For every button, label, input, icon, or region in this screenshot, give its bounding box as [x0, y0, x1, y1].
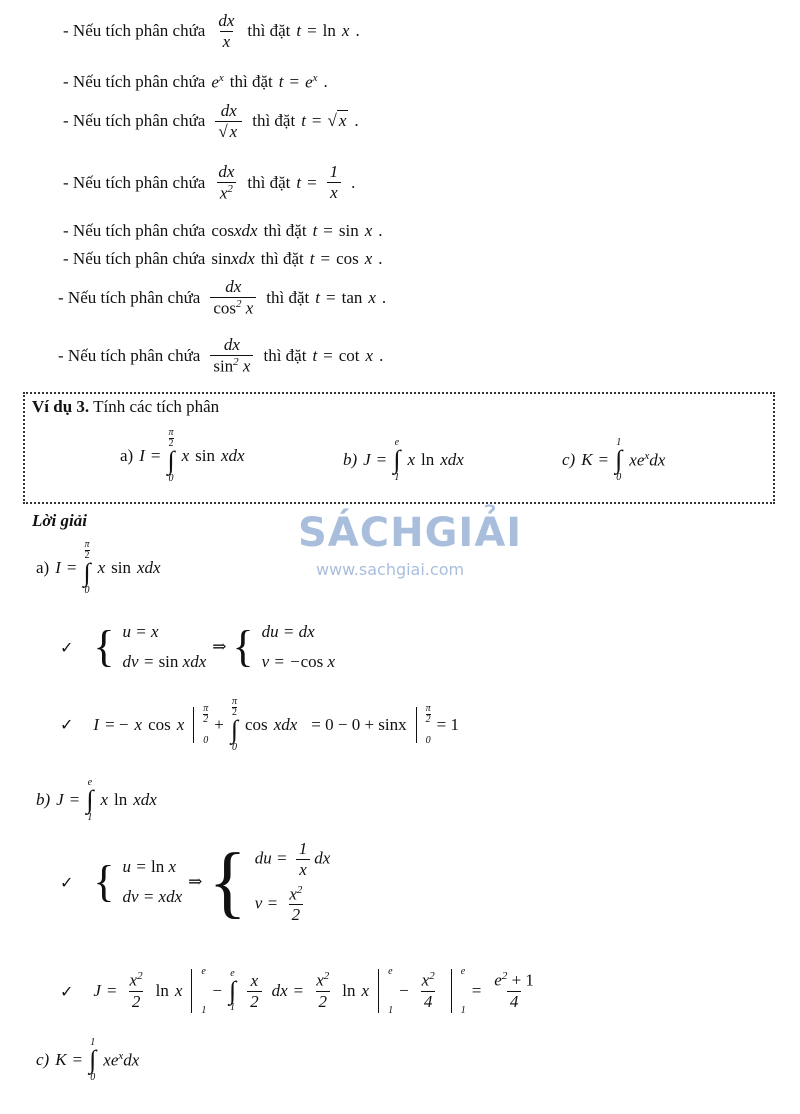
rule-prefix: - Nếu tích phân chứa [58, 287, 201, 307]
rule-line-8: - Nếu tích phân chứa $\frac{dx}{\sin^2 x}$ thì đặt t = cot x . [58, 335, 384, 376]
rule-line-6: - Nếu tích phân chứa sinxdx thì đặt t = cos x . [63, 249, 383, 268]
solution-c: c) K = 1 ∫ 0 $xe^xdx$ [36, 1037, 140, 1083]
rule-prefix: - Nếu tích phân chứa [63, 249, 206, 268]
rule-line-7: - Nếu tích phân chứa $\frac{dx}{\cos^2 x}$ thì đặt t = tan x . [58, 277, 387, 318]
rule-mid: thì đặt [247, 172, 291, 192]
rule-mid: thì đặt [263, 345, 307, 365]
solution-b-label: b) [36, 790, 51, 810]
example-heading [32, 397, 219, 417]
fraction: $\frac{dx}{x^2}$ [218, 162, 235, 203]
check-icon: ✓ [60, 872, 74, 892]
solution-b: b) J = e ∫ 1 x ln xdx [36, 777, 157, 823]
example-prompt: Tính các tích phân [93, 397, 220, 416]
example-label: Ví dụ 3. [32, 397, 90, 416]
watermark-title: SÁCHGIẢI [298, 510, 523, 556]
rule-line-2: - Nếu tích phân chứa $e^x$ thì đặt t = $e^x$ . [63, 72, 328, 92]
rule-prefix: - Nếu tích phân chứa [63, 172, 206, 192]
rule-line-3: - Nếu tích phân chứa $\frac{dx}{√ x}$ thì đặt t = √ x . [63, 101, 359, 141]
solution-heading: Lời giải [32, 511, 87, 530]
solution-a-step-2: ✓ I = − x cos x $\frac{\pi}{2}$ 0 + $\frac{\pi}{2}$ ∫ 0 cos xdx = 0 − 0 + sinx $\frac{\pi}{2}$ 0 = 1 [60, 696, 459, 753]
example-c-label: c) [562, 450, 576, 470]
rule-mid: thì đặt [266, 287, 310, 307]
rule-prefix: - Nếu tích phân chứa [58, 345, 201, 365]
rule-line-5: - Nếu tích phân chứa cosxdx thì đặt t = sin x . [63, 221, 383, 240]
example-b: b) J = e ∫ 1 x ln xdx [343, 437, 464, 483]
check-icon: ✓ [60, 981, 74, 1001]
watermark-url: www.sachgiai.com [316, 560, 465, 579]
rule-prefix: - Nếu tích phân chứa [63, 72, 206, 92]
fraction: $\frac{dx}{x}$ [218, 11, 235, 51]
rule-line-1: - Nếu tích phân chứa $\frac{dx}{x}$ thì đặt t = ln x . [63, 11, 360, 51]
example-b-label: b) [343, 450, 358, 470]
rule-prefix: - Nếu tích phân chứa [63, 221, 206, 240]
rule-mid: thì đặt [260, 249, 304, 268]
solution-a: a) I = $\frac{\pi}{2}$ ∫ 0 x sin xdx [36, 539, 161, 596]
rule-mid: thì đặt [263, 221, 307, 240]
example-c: c) K = 1 ∫ 0 $xe^xdx$ [562, 437, 666, 483]
example-a-label: a) [120, 445, 134, 465]
check-icon: ✓ [60, 637, 74, 657]
solution-b-step-2: ✓ J = $\frac{x^2}{2}$ ln x e 1 − e ∫ 1 $\frac{x}{2}$ dx = $\frac{x^2}{2}$ ln x e 1 − $\frac{x^2}{4}$ e 1 = $\frac{e^2 + 1}{4}$ [60, 966, 534, 1016]
solution-a-step-1: ✓ { u = x dv = sin xdx ⇒ { du = dx v = −cos x [60, 622, 336, 671]
solution-c-label: c) [36, 1050, 50, 1070]
watermark [298, 510, 523, 605]
rule-mid: thì đặt [247, 21, 291, 41]
check-icon: ✓ [60, 715, 74, 735]
example-a: a) I = $\frac{\pi}{2}$ ∫ 0 x sin xdx [120, 427, 245, 484]
solution-b-step-1: ✓ { u = ln x dv = xdx ⇒ { du = $\frac{1}{x}$ dx v = $\frac{x^2}{2}$ [60, 838, 331, 927]
fraction: $\frac{dx}{\cos^2 x}$ [210, 278, 256, 317]
rule-prefix: - Nếu tích phân chứa [63, 111, 206, 131]
solution-a-label: a) [36, 557, 50, 577]
rule-mid: thì đặt [252, 111, 296, 131]
rule-mid: thì đặt [229, 72, 273, 92]
rule-prefix: - Nếu tích phân chứa [63, 21, 206, 41]
rule-line-4: - Nếu tích phân chứa $\frac{dx}{x^2}$ thì đặt t = $\frac{1}{x}$ . [63, 162, 356, 203]
fraction: $\frac{dx}{√ x}$ [215, 102, 242, 141]
fraction: $\frac{dx}{\sin^2 x}$ [210, 336, 253, 375]
